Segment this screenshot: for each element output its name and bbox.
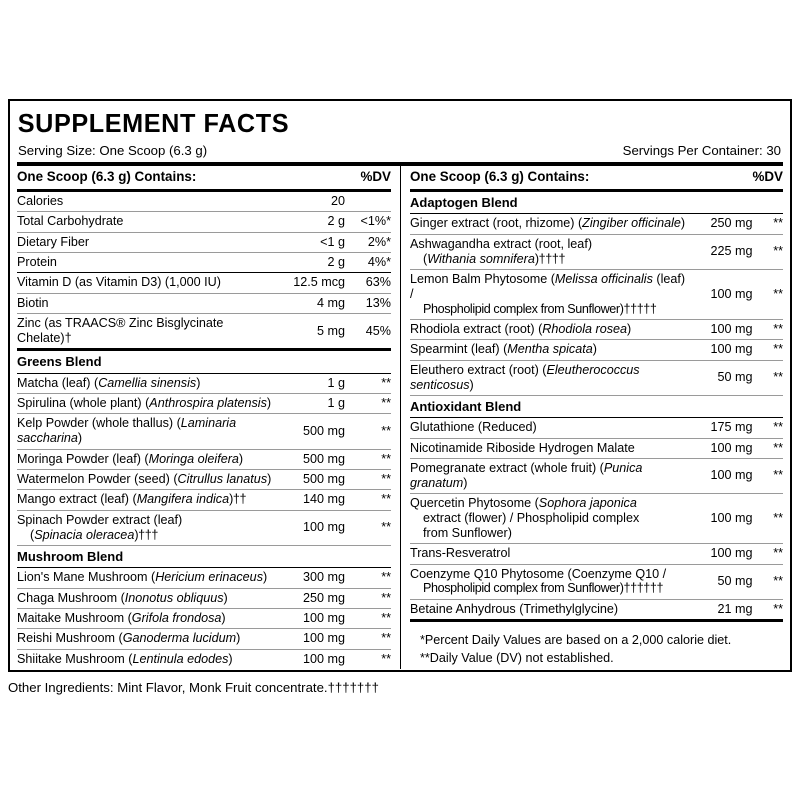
ingredient-name: Maitake Mushroom (Grifola frondosa) (17, 608, 273, 628)
ingredient-dv: ** (345, 490, 391, 510)
table-row (17, 629, 391, 649)
table-row (17, 490, 391, 510)
table-row (17, 314, 391, 350)
table-row (410, 418, 783, 438)
table-row (17, 212, 391, 232)
table-row (17, 469, 391, 489)
ingredient-amount: 300 mg (273, 568, 345, 588)
table-row (410, 214, 783, 234)
table-row (17, 588, 391, 608)
serving-size-text: Serving Size: One Scoop (6.3 g) (18, 143, 208, 158)
ingredient-dv: ** (752, 544, 783, 564)
ingredient-name: Watermelon Powder (seed) (Citrullus lanatus) (17, 469, 273, 489)
ingredient-amount: 100 mg (686, 544, 752, 564)
right-amount-header-spacer (686, 166, 752, 190)
table-row (17, 293, 391, 313)
ingredient-name: Matcha (leaf) (Camellia sinensis) (17, 373, 273, 393)
left-amount-header-spacer (273, 166, 345, 190)
ingredient-amount: 500 mg (273, 414, 345, 449)
ingredient-amount: 250 mg (273, 588, 345, 608)
nutrient-name: Vitamin D (as Vitamin D3) (1,000 IU) (17, 273, 273, 293)
ingredient-name: Lion's Mane Mushroom (Hericium erinaceus) (17, 568, 273, 588)
ingredient-name: Ashwagandha extract (root, leaf) (Withania somnifera)†††† (410, 234, 686, 269)
ingredient-name: Glutathione (Reduced) (410, 418, 686, 438)
table-row (410, 438, 783, 458)
ingredient-dv: ** (752, 340, 783, 360)
table-row (17, 373, 391, 393)
nutrient-amount: 2 g (273, 212, 345, 232)
ingredient-dv: ** (752, 599, 783, 620)
ingredient-amount: 500 mg (273, 469, 345, 489)
ingredient-amount: 21 mg (686, 599, 752, 620)
table-row (410, 494, 783, 544)
nutrient-amount: 5 mg (273, 314, 345, 350)
ingredient-amount: 1 g (273, 373, 345, 393)
ingredient-name: Spirulina (whole plant) (Anthrospira platensis) (17, 394, 273, 414)
blend-heading-row (17, 350, 391, 373)
right-contains-header: One Scoop (6.3 g) Contains: (410, 166, 686, 190)
ingredient-name: Nicotinamide Riboside Hydrogen Malate (410, 438, 686, 458)
table-row (17, 449, 391, 469)
ingredient-dv: ** (752, 269, 783, 319)
ingredient-amount: 250 mg (686, 214, 752, 234)
ingredient-amount: 100 mg (686, 458, 752, 493)
right-facts-table (410, 166, 783, 622)
ingredient-name: Pomegranate extract (whole fruit) (Punica granatum) (410, 458, 686, 493)
nutrient-dv: <1%* (345, 212, 391, 232)
blend-heading-row (410, 395, 783, 417)
ingredient-name: Shiitake Mushroom (Lentinula edodes) (17, 651, 233, 666)
table-row (17, 510, 391, 545)
nutrient-dv: 45% (345, 314, 391, 350)
blend-name: Mushroom Blend (17, 545, 391, 567)
ingredient-name: Spinach Powder extract (leaf) (Spinacia oleracea)††† (17, 510, 273, 545)
ingredient-name: Rhodiola extract (root) (Rhodiola rosea) (410, 319, 686, 339)
ingredient-amount: 100 mg (273, 608, 345, 628)
nutrient-amount: 4 mg (273, 293, 345, 313)
table-row (410, 599, 783, 620)
ingredient-amount: 100 mg (273, 629, 345, 649)
ingredient-amount: 50 mg (686, 360, 752, 395)
table-row (410, 269, 783, 319)
ingredient-name: Lemon Balm Phytosome (Melissa officinalis (leaf) / Phospholipid complex from Sunflower)††††† (410, 269, 686, 319)
table-row (410, 234, 783, 269)
ingredient-amount: 100 mg (686, 340, 752, 360)
ingredient-dv: ** (752, 494, 783, 544)
right-facts-column (400, 166, 783, 669)
servings-per-container-text: Servings Per Container: 30 (622, 143, 781, 158)
nutrient-name: Total Carbohydrate (17, 212, 273, 232)
nutrient-dv: 63% (345, 273, 391, 293)
blend-name: Greens Blend (17, 350, 391, 373)
ingredient-amount: 100 mg (686, 494, 752, 544)
table-row (410, 360, 783, 395)
ingredient-name: Spearmint (leaf) (Mentha spicata) (410, 340, 686, 360)
ingredient-dv: ** (752, 214, 783, 234)
ingredient-dv: ** (345, 568, 391, 588)
ingredient-name: Betaine Anhydrous (Trimethylglycine) (410, 599, 686, 620)
nutrient-name: Zinc (as TRAACS® Zinc Bisglycinate Chelate)† (17, 314, 273, 350)
table-row (17, 649, 391, 669)
nutrient-name: Protein (17, 253, 273, 273)
table-row (17, 608, 391, 628)
table-row (17, 232, 391, 252)
ingredient-name: Coenzyme Q10 Phytosome (Coenzyme Q10 / Phospholipid complex from Sunflower)†††††† (410, 564, 686, 599)
ingredient-name: Mango extract (leaf) (Mangifera indica)†† (17, 490, 273, 510)
ingredient-dv: ** (752, 234, 783, 269)
ingredient-amount: 1 g (273, 394, 345, 414)
ingredient-dv: ** (345, 510, 391, 545)
nutrient-dv: 4%* (345, 253, 391, 273)
nutrient-name: Calories (17, 190, 273, 211)
nutrient-amount: 12.5 mcg (273, 273, 345, 293)
ingredient-name: Moringa Powder (leaf) (Moringa oleifera) (17, 449, 273, 469)
ingredient-dv: ** (752, 418, 783, 438)
nutrient-name: Biotin (17, 293, 273, 313)
blend-heading-row (410, 190, 783, 213)
ingredient-dv: ** (752, 564, 783, 599)
ingredient-amount: 100 mg (686, 319, 752, 339)
table-row (17, 273, 391, 293)
label-panel (8, 99, 792, 672)
ingredient-name: Kelp Powder (whole thallus) (Laminaria saccharina) (17, 414, 273, 449)
table-row (410, 564, 783, 599)
ingredient-amount: 140 mg (273, 490, 345, 510)
footnote-dv-not-established: **Daily Value (DV) not established. (420, 651, 614, 666)
serving-info-row (10, 136, 790, 161)
left-facts-table (17, 166, 391, 669)
nutrient-dv (345, 190, 391, 211)
nutrient-dv: 13% (345, 293, 391, 313)
blend-heading-row (17, 545, 391, 567)
table-row (410, 544, 783, 564)
ingredient-dv: ** (381, 651, 391, 666)
left-contains-header: One Scoop (6.3 g) Contains: (17, 166, 273, 190)
ingredient-dv: ** (752, 438, 783, 458)
right-dv-header: %DV (752, 166, 783, 190)
ingredient-name: Quercetin Phytosome (Sophora japonica extract (flower) / Phospholipid complex from Sunflower) (410, 494, 686, 544)
ingredient-name: Trans-Resveratrol (410, 544, 686, 564)
ingredient-amount: 100 mg (273, 510, 345, 545)
ingredient-amount: 100 mg (686, 269, 752, 319)
blend-name: Adaptogen Blend (410, 190, 783, 213)
nutrient-amount: <1 g (273, 232, 345, 252)
ingredient-dv: ** (752, 360, 783, 395)
ingredient-amount: 50 mg (686, 564, 752, 599)
nutrient-amount: 20 (273, 190, 345, 211)
ingredient-dv: ** (345, 608, 391, 628)
ingredient-dv: ** (345, 449, 391, 469)
left-facts-column (17, 166, 400, 669)
ingredient-dv: ** (345, 373, 391, 393)
left-dv-header: %DV (345, 166, 391, 190)
ingredient-dv: ** (345, 588, 391, 608)
ingredient-dv: ** (345, 629, 391, 649)
nutrient-dv: 2%* (345, 232, 391, 252)
left-column-header-row (17, 166, 391, 190)
ingredient-dv: ** (752, 319, 783, 339)
ingredient-name: Eleuthero extract (root) (Eleutherococcus senticosus) (410, 360, 686, 395)
ingredient-dv: ** (345, 469, 391, 489)
ingredient-amount: 100 mg (686, 438, 752, 458)
nutrient-amount: 2 g (273, 253, 345, 273)
other-ingredients-text: Other Ingredients: Mint Flavor, Monk Fruit concentrate.††††††† (8, 680, 379, 695)
ingredient-amount: 175 mg (686, 418, 752, 438)
table-row (17, 253, 391, 273)
ingredient-amount: 500 mg (273, 449, 345, 469)
ingredient-amount: 225 mg (686, 234, 752, 269)
page-title: SUPPLEMENT FACTS (17, 108, 290, 138)
table-row (410, 340, 783, 360)
footnotes-block (410, 622, 783, 668)
ingredient-name: Reishi Mushroom (Ganoderma lucidum) (17, 629, 273, 649)
table-row (410, 319, 783, 339)
table-row (17, 394, 391, 414)
ingredient-name: Ginger extract (root, rhizome) (Zingiber officinale) (410, 214, 686, 234)
ingredient-dv: ** (345, 394, 391, 414)
ingredient-dv: ** (752, 458, 783, 493)
facts-columns (10, 166, 790, 669)
footnote-percent-dv: *Percent Daily Values are based on a 2,000 calorie diet. (420, 633, 732, 648)
nutrient-name: Dietary Fiber (17, 232, 273, 252)
ingredient-name: Chaga Mushroom (Inonotus obliquus) (17, 588, 273, 608)
table-row (17, 190, 391, 211)
table-row (410, 458, 783, 493)
right-column-header-row (410, 166, 783, 190)
blend-name: Antioxidant Blend (410, 395, 783, 417)
table-row (17, 568, 391, 588)
ingredient-amount: 100 mg (302, 651, 345, 666)
ingredient-dv: ** (345, 414, 391, 449)
table-row (17, 414, 391, 449)
